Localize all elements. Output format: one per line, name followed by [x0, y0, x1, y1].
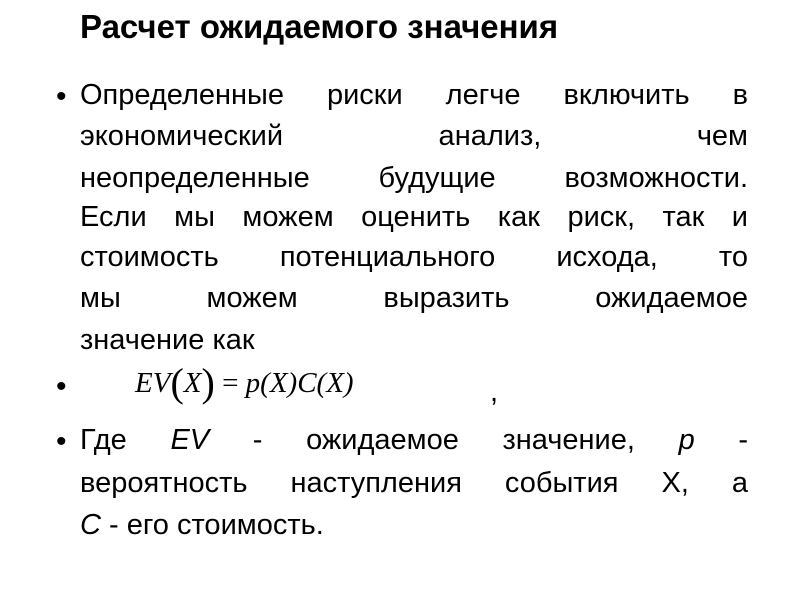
formula-close-paren: ) [201, 360, 215, 405]
paragraph1-line-3: неопределенные будущие возможности. [80, 162, 748, 194]
paragraph1-line-1: Определенные риски легче включить в [80, 79, 748, 111]
paragraph1-line-7: значение как [80, 324, 255, 356]
bullet-dot-3: • [56, 425, 67, 458]
formula-equals: = [222, 367, 239, 399]
paragraph3-line-3 [80, 505, 748, 545]
formula-lhs-arg: X [183, 367, 202, 399]
text-segment: - [694, 424, 748, 456]
ev-symbol: EV [170, 424, 210, 456]
formula-lhs-fn: EV [135, 367, 171, 399]
text-segment: - его стоимость. [100, 509, 324, 541]
bullet-dot-1: • [56, 80, 67, 113]
paragraph1-line-5: стоимость потенциального исхода, то [80, 241, 748, 273]
paragraph3-line-2: вероятность наступления события X, а [80, 467, 748, 499]
slide-title: Расчет ожидаемого значения [80, 8, 559, 45]
formula-open-paren: ( [170, 360, 184, 405]
paragraph3-line-1 [80, 420, 748, 460]
text-segment: Где [80, 424, 171, 456]
expected-value-formula [135, 360, 354, 405]
c-symbol: C [80, 509, 101, 541]
formula-rhs: p(X)C(X) [245, 367, 354, 399]
bullet-dot-2: • [56, 370, 67, 403]
text-segment: - ожидаемое значение, [209, 424, 679, 456]
formula-comma: , [490, 376, 499, 408]
p-symbol: p [678, 424, 695, 456]
paragraph1-line-6: мы можем выразить ожидаемое [80, 282, 748, 314]
paragraph1-line-2: экономический анализ, чем [80, 120, 748, 152]
paragraph1-line-4: Если мы можем оценить как риск, так и [80, 201, 748, 233]
